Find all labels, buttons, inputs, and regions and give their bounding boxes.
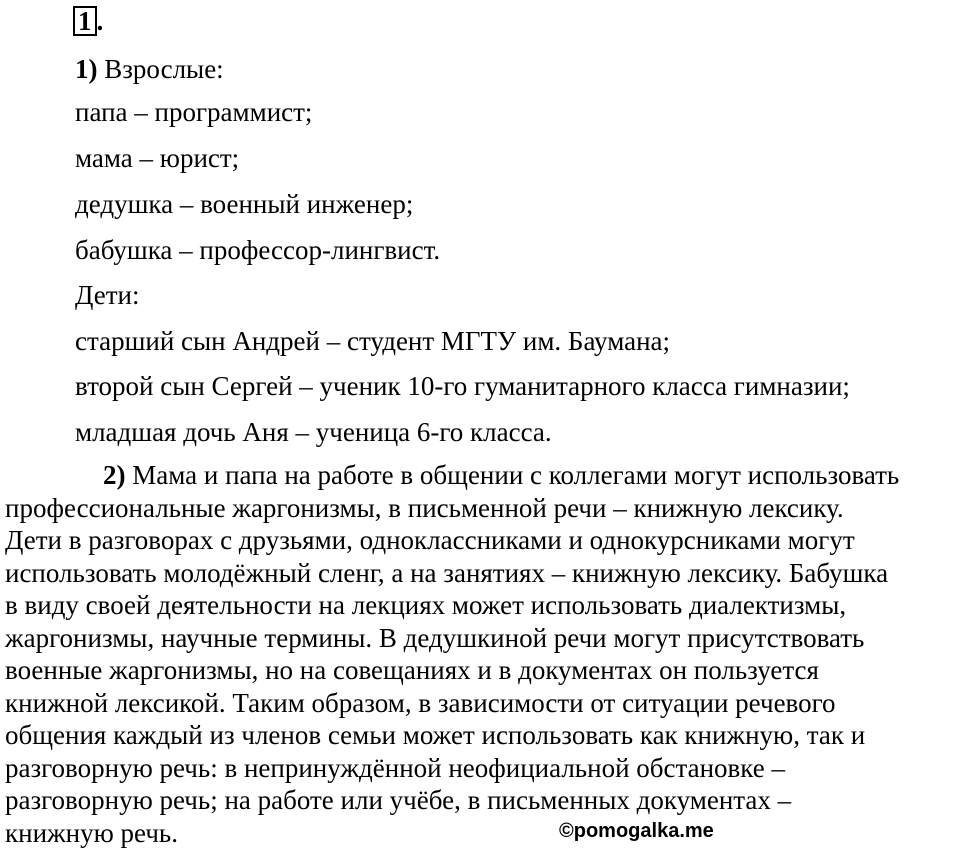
part2-label: 2) [103,460,126,490]
part1-label: 1) [75,54,98,84]
paragraph-line: общения каждый из членов семьи может использовать как книжную, так и [5,720,866,750]
paragraph-line: военные жаргонизмы, но на совещаниях и в документах он пользуется [5,655,819,685]
part2-paragraph [5,459,957,849]
watermark: ©pomogalka.me [559,820,714,842]
paragraph-line: разговорную речь: в непринуждённой неофициальной обстановке – [5,752,785,783]
adults-heading-line [75,54,224,84]
paragraph-line: использовать молодёжный сленг, а на занятиях – книжную лексику. Бабушка [5,557,889,588]
child-line-sergey: второй сын Сергей – ученик 10-го гуманитарного класса гимназии; [75,371,850,401]
adult-line-dad: папа – программист; [75,97,313,127]
adult-line-grandmother: бабушка – профессор-лингвист. [75,235,441,265]
paragraph-line: профессиональные жаргонизмы, в письменной речи – книжную лексику. [5,492,844,523]
paragraph-line: книжной лексикой. Таким образом, в зависимости от ситуации речевого [5,687,836,718]
paragraph-line: жаргонизмы, научные термины. В дедушкиной речи могут присутствовать [5,622,865,653]
task-number-suffix: . [96,6,104,36]
paragraph-line: Дети в разговорах с друзьями, одноклассниками и однокурсниками могут [5,525,855,555]
child-line-anya: младшая дочь Аня – ученица 6-го класса. [75,417,552,447]
task-number [73,6,103,36]
child-line-andrey: старший сын Андрей – студент МГТУ им. Баумана; [75,326,671,356]
task-number-box [73,6,97,36]
adults-heading: Взрослые: [104,54,224,84]
children-heading: Дети: [75,280,140,310]
adult-line-mom: мама – юрист; [75,143,240,173]
paragraph-line [5,459,957,492]
task-number-value: 1 [78,6,92,36]
paragraph-line: книжную речь. [5,817,178,848]
paragraph-line: разговорную речь; на работе или учёбе, в письменных документах – [5,785,792,815]
paragraph-line-text: Мама и папа на работе в общении с коллегами могут использовать [125,460,900,490]
paragraph-line: в виду своей деятельности на лекциях может использовать диалектизмы, [5,590,847,620]
adult-line-grandfather: дедушка – военный инженер; [75,189,414,219]
